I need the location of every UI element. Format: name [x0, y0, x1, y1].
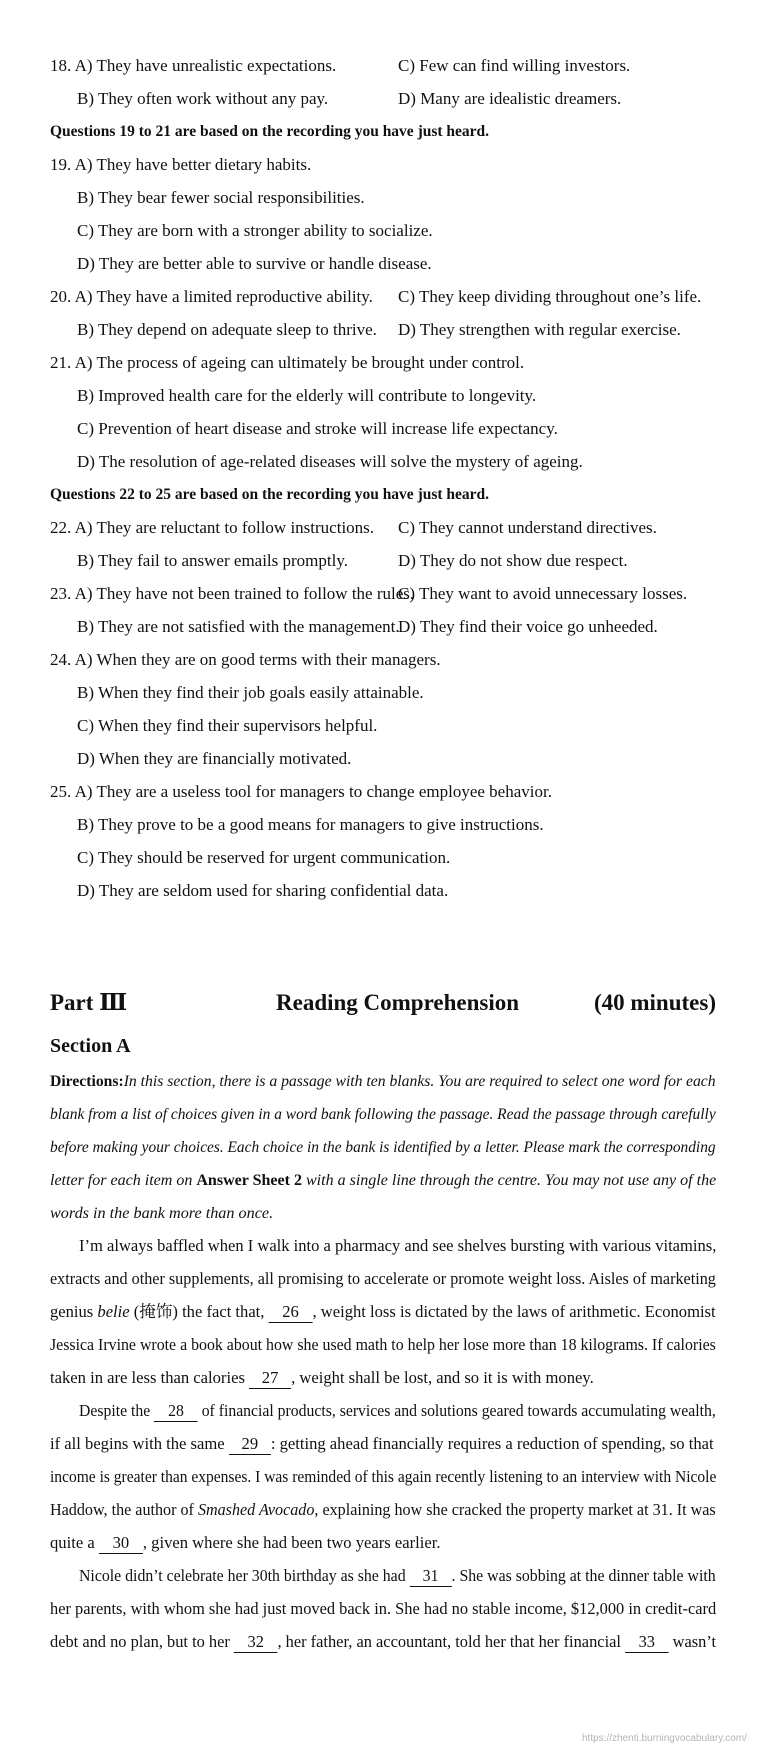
q19-option-c: C) They are born with a stronger ability to socialize. — [77, 221, 433, 240]
part-title: Reading Comprehension — [276, 990, 520, 1015]
passage-line: Despite the 28 of financial products, services and solutions geared towards accumulating wealth, — [79, 1401, 716, 1420]
passage-line: genius belie (掩饰) the fact that, 26 , weight loss is dictated by the laws of arithmetic. Economist — [50, 1302, 716, 1321]
q18-option-d: D) Many are idealistic dreamers. — [398, 89, 622, 108]
q22-option-a: 22. A) They are reluctant to follow instructions. — [50, 518, 375, 537]
q22-option-d: D) They do not show due respect. — [398, 551, 628, 570]
q19-number: 19. — [50, 155, 72, 174]
passage-line: her parents, with whom she had just moved back in. She had no stable income, $12,000 in credit-card — [50, 1599, 717, 1618]
directions-line-2: blank from a list of choices given in a word bank following the passage. Read the passage through carefully — [50, 1105, 716, 1123]
q21-option-b: B) Improved health care for the elderly will contribute to longevity. — [77, 386, 537, 405]
q21-option-c: C) Prevention of heart disease and stroke will increase life expectancy. — [77, 419, 558, 438]
watermark-url: https://zhenti.burningvocabulary.com/ — [582, 1733, 747, 1744]
directions-line-1: Directions:In this section, there is a passage with ten blanks. You are required to select one word for each — [50, 1072, 716, 1090]
q18-option-c: C) Few can find willing investors. — [398, 56, 631, 75]
directions-line-5: words in the bank more than once. — [50, 1204, 274, 1222]
q24-option-a: 24. A) When they are on good terms with their managers. — [50, 650, 441, 669]
part-label: Part Ⅲ — [50, 990, 128, 1015]
passage-line: I’m always baffled when I walk into a pharmacy and see shelves bursting with various vitamins, — [79, 1236, 717, 1255]
passage-line: Jessica Irvine wrote a book about how she used math to help her lose more than 18 kilograms. If calories — [50, 1335, 716, 1354]
section-header-22-25: Questions 22 to 25 are based on the recording you have just heard. — [50, 486, 490, 503]
q22-option-c: C) They cannot understand directives. — [398, 518, 657, 537]
blank-27[interactable]: 27 — [249, 1368, 291, 1389]
q21-option-d: D) The resolution of age-related diseases will solve the mystery of ageing. — [77, 452, 583, 471]
section-header-19-21: Questions 19 to 21 are based on the recording you have just heard. — [50, 123, 490, 140]
q25-option-b: B) They prove to be a good means for managers to give instructions. — [77, 815, 544, 834]
q23-option-c: C) They want to avoid unnecessary losses. — [398, 584, 688, 603]
q23-option-b: B) They are not satisfied with the management. — [77, 617, 400, 636]
directions-line-3: before making your choices. Each choice in the bank is identified by a letter. Please mark the corresponding — [50, 1138, 716, 1156]
blank-29[interactable]: 29 — [229, 1434, 271, 1455]
blank-28[interactable]: 28 — [154, 1401, 198, 1422]
q25-option-a: 25. A) They are a useless tool for managers to change employee behavior. — [50, 782, 552, 801]
passage-line: Haddow, the author of Smashed Avocado, explaining how she cracked the property market at 31. It was — [50, 1500, 716, 1519]
q24-option-d: D) When they are financially motivated. — [77, 749, 352, 768]
q23-option-d: D) They find their voice go unheeded. — [398, 617, 658, 636]
part-time: (40 minutes) — [593, 990, 716, 1015]
passage-line: extracts and other supplements, all promising to accelerate or promote weight loss. Aisles of marketing — [50, 1269, 716, 1288]
section-title: Section A — [50, 1035, 131, 1057]
q24-option-c: C) When they find their supervisors helpful. — [77, 716, 378, 735]
q25-number: 25. — [50, 782, 72, 801]
q23-option-a: 23. A) They have not been trained to follow the rules. — [50, 584, 415, 603]
passage-line: Nicole didn’t celebrate her 30th birthday as she had 31 . She was sobbing at the dinner table with — [79, 1566, 716, 1585]
q20-option-b: B) They depend on adequate sleep to thrive. — [77, 320, 377, 339]
q19-option-d: D) They are better able to survive or handle disease. — [77, 254, 432, 273]
blank-30[interactable]: 30 — [99, 1533, 143, 1554]
q18-option-a: 18. A) They have unrealistic expectations. — [50, 56, 337, 75]
q20-option-c: C) They keep dividing throughout one’s life. — [398, 287, 702, 306]
blank-32[interactable]: 32 — [234, 1632, 277, 1653]
q21-number: 21. — [50, 353, 72, 372]
part-heading — [50, 988, 716, 1018]
directions-label: Directions: — [50, 1072, 124, 1090]
blank-31[interactable]: 31 — [410, 1566, 452, 1587]
passage-line: taken in are less than calories 27 , weight shall be lost, and so it is with money. — [50, 1368, 594, 1387]
q20-option-a: 20. A) They have a limited reproductive ability. — [50, 287, 373, 306]
passage-line: income is greater than expenses. I was reminded of this again recently listening to an interview with Nicole — [50, 1467, 717, 1486]
q22-option-b: B) They fail to answer emails promptly. — [77, 551, 348, 570]
q22-number: 22. — [50, 518, 72, 537]
passage-line: quite a 30 , given where she had been two years earlier. — [50, 1533, 441, 1552]
q20-number: 20. — [50, 287, 72, 306]
answer-sheet-ref: Answer Sheet 2 — [196, 1171, 302, 1189]
q24-option-b: B) When they find their job goals easily attainable. — [77, 683, 424, 702]
q21-option-a: 21. A) The process of ageing can ultimately be brought under control. — [50, 353, 525, 372]
q18-option-b: B) They often work without any pay. — [77, 89, 329, 108]
passage-line: debt and no plan, but to her 32 , her father, an accountant, told her that her financial 33 wasn’t — [50, 1632, 717, 1651]
blank-26[interactable]: 26 — [269, 1302, 313, 1323]
q18-number: 18. — [50, 56, 72, 75]
q19-option-a: 19. A) They have better dietary habits. — [50, 155, 312, 174]
q24-number: 24. — [50, 650, 72, 669]
q25-option-d: D) They are seldom used for sharing confidential data. — [77, 881, 449, 900]
q23-number: 23. — [50, 584, 72, 603]
q19-option-b: B) They bear fewer social responsibilities. — [77, 188, 365, 207]
passage-line: if all begins with the same 29 : getting ahead financially requires a reduction of spending, so that — [50, 1434, 714, 1453]
blank-33[interactable]: 33 — [625, 1632, 668, 1653]
q20-option-d: D) They strengthen with regular exercise. — [398, 320, 681, 339]
directions-line-4: letter for each item on Answer Sheet 2 with a single line through the centre. You may not use any of the — [50, 1171, 717, 1189]
q25-option-c: C) They should be reserved for urgent communication. — [77, 848, 451, 867]
